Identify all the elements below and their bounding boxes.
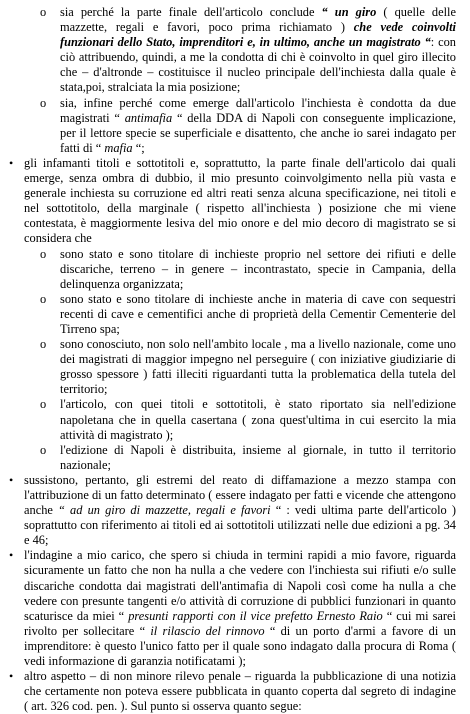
bullet-icon: • <box>9 669 14 684</box>
circle-bullet-icon: o <box>40 442 47 457</box>
circle-bullet-icon: o <box>40 95 47 110</box>
sub-list-item <box>24 247 456 292</box>
circle-bullet-icon: o <box>40 397 47 412</box>
emphasized-text: mafia <box>104 140 133 155</box>
circle-bullet-icon: o <box>40 337 47 352</box>
bullet-icon: • <box>9 155 14 170</box>
paragraph-secrecy: altro aspetto – di non minore rilevo penale – riguarda la pubblicazione di una notizia che certamente non poteva essere pubblicata in quanto coperta dal segreto di indagine ( art. 326 cod. pen. ). Sul punto si osserva quanto segue: <box>24 669 456 714</box>
text-run: “ di un porto d'armi a favore di un imprenditore: è questo l'unico fatto per il quale sono indagato dalla procura di Roma ( vedi informazione di garanzia notificatami ); <box>24 623 456 669</box>
paragraph-defamation <box>24 473 456 547</box>
paragraph-investigation <box>24 548 456 668</box>
circle-bullet-icon: o <box>40 246 47 261</box>
list-item-secrecy <box>8 669 456 714</box>
continued-list-item <box>8 5 456 156</box>
circle-bullet-icon: o <box>40 291 47 306</box>
sub-list-text: sono stato e sono titolare di inchieste proprio nel settore dei rifiuti e delle discariche, terreno – in genere – incontrastato, specie in Campania, della delinquenza organizzata; <box>60 246 456 291</box>
emphasized-text: “ un giro <box>321 5 377 19</box>
sub-list-text: sono conosciuto, non solo nell'ambito locale , ma a livello nazionale, come uno dei magistrati di maggior impegno nel perseguire ( con iniziative giudiziarie di grosso spessore ) fatti illeciti riguardanti tutta la problematica della tutela del territorio; <box>60 337 456 397</box>
emphasized-text: “ ad un giro di mazzette, regali e favori <box>58 503 271 518</box>
paragraph-considerations: gli infamanti titoli e sottotitoli e, soprattutto, la parte finale dell'articolo dai quali emerge, senza ombra di dubbio, il mio presunto coinvolgimento nella più vasta e generale inchiesta su corruzione ed altri reati senza alcuna specificazione, nei titoli e nel sottotitolo, della marginale ( rispetto all'inchiesta ) posizione che mi viene contestata, è maggiormente lesiva del mio onore e del mio decoro di magistrato se si considera che <box>24 155 456 246</box>
text-run: ( quelle delle mazzette, regali e favori, poco prima richiamato ) <box>60 5 456 35</box>
sub-list-text: l'articolo, con quei titoli e sottotitoli, è stato riportato sia nell'edizione napoletana che in quella casertana ( zona quest'ultima in cui esercito la mia attività di magistrato ); <box>60 397 456 442</box>
sub-list-item <box>24 292 456 337</box>
text-run: sia perché la parte finale dell'articolo conclude <box>60 5 322 19</box>
text-run: : con ciò attribuendo, quindi, a me la condotta di chi è coinvolto in quel giro illecito che – d'altronde – costituisce il nucleo principale dell'inchiesta dalla quale è stata,poi, stralciata la mia posizione; <box>60 35 456 95</box>
circle-bullet-icon: o <box>40 5 47 19</box>
list-item-considerations <box>8 156 456 473</box>
emphasized-text: antimafia <box>124 110 173 125</box>
sub-list-item <box>24 337 456 397</box>
list-item-investigation <box>8 548 456 669</box>
text-run: “; <box>132 140 145 155</box>
emphasized-text: presunti rapporti con il vice prefetto Ernesto Raio <box>128 608 383 623</box>
second-sub-list <box>24 247 456 473</box>
text-run: “ cui mi sarei rivolto per sollecitare “ <box>24 608 456 638</box>
sub-list-text: l'edizione di Napoli è distribuita, insieme al giornale, in tutto il territorio nazionale; <box>60 442 456 472</box>
main-list <box>8 5 456 714</box>
sub-list-item <box>24 443 456 473</box>
emphasized-text: che vede coinvolti funzionari dello Stato, imprenditori e, in ultimo, anche un magistrato “ <box>60 20 456 50</box>
sub-list-item <box>24 96 456 156</box>
text-run: sussistono, pertanto, gli estremi del reato di diffamazione a mezzo stampa con l'attribuzione di un fatto determinato ( essere indagato per fatti e vicende che attengono anche <box>24 472 456 518</box>
sub-list-text: sono stato e sono titolare di inchieste anche in materia di cave con sequestri recenti di cave e cementifici anche di proprietà della Cementir Cementerie del Tirreno spa; <box>60 291 456 336</box>
text-run: l'indagine a mio carico, che spero si chiuda in termini rapidi a mio favore, riguarda sicuramente un fatto che non ha nulla a che vedere con l'inchiesta sui rifiuti e/o sulle discariche condotta dai magistrati dell'antimafia di Napoli così come ha nulla a che vedere con presunte tangenti e/o attività di corruzione di pubblici funzionari in quanto scaturisce da miei “ <box>24 548 456 623</box>
text-run: “ : vedi ultima parte dell'articolo ) soprattutto con riferimento ai titoli ed ai sottotitoli utilizzati nelle due edizioni a pg. 34 e 46; <box>24 503 456 548</box>
bullet-icon: • <box>9 472 14 487</box>
text-run: sia, infine perché come emerge dall'articolo l'inchiesta è condotta da due magistrati “ <box>60 95 456 125</box>
sub-list-item <box>24 5 456 96</box>
bullet-icon: • <box>9 548 14 563</box>
sub-list-item <box>24 397 456 442</box>
emphasized-text: il rilascio del rinnovo <box>150 623 265 638</box>
list-item-defamation <box>8 473 456 548</box>
first-sub-list <box>24 5 456 156</box>
text-run: “ della DDA di Napoli con conseguente implicazione, per il lettore specie se superficiale e disattento, che anche io sarei indagato per fatti di “ <box>60 110 457 155</box>
